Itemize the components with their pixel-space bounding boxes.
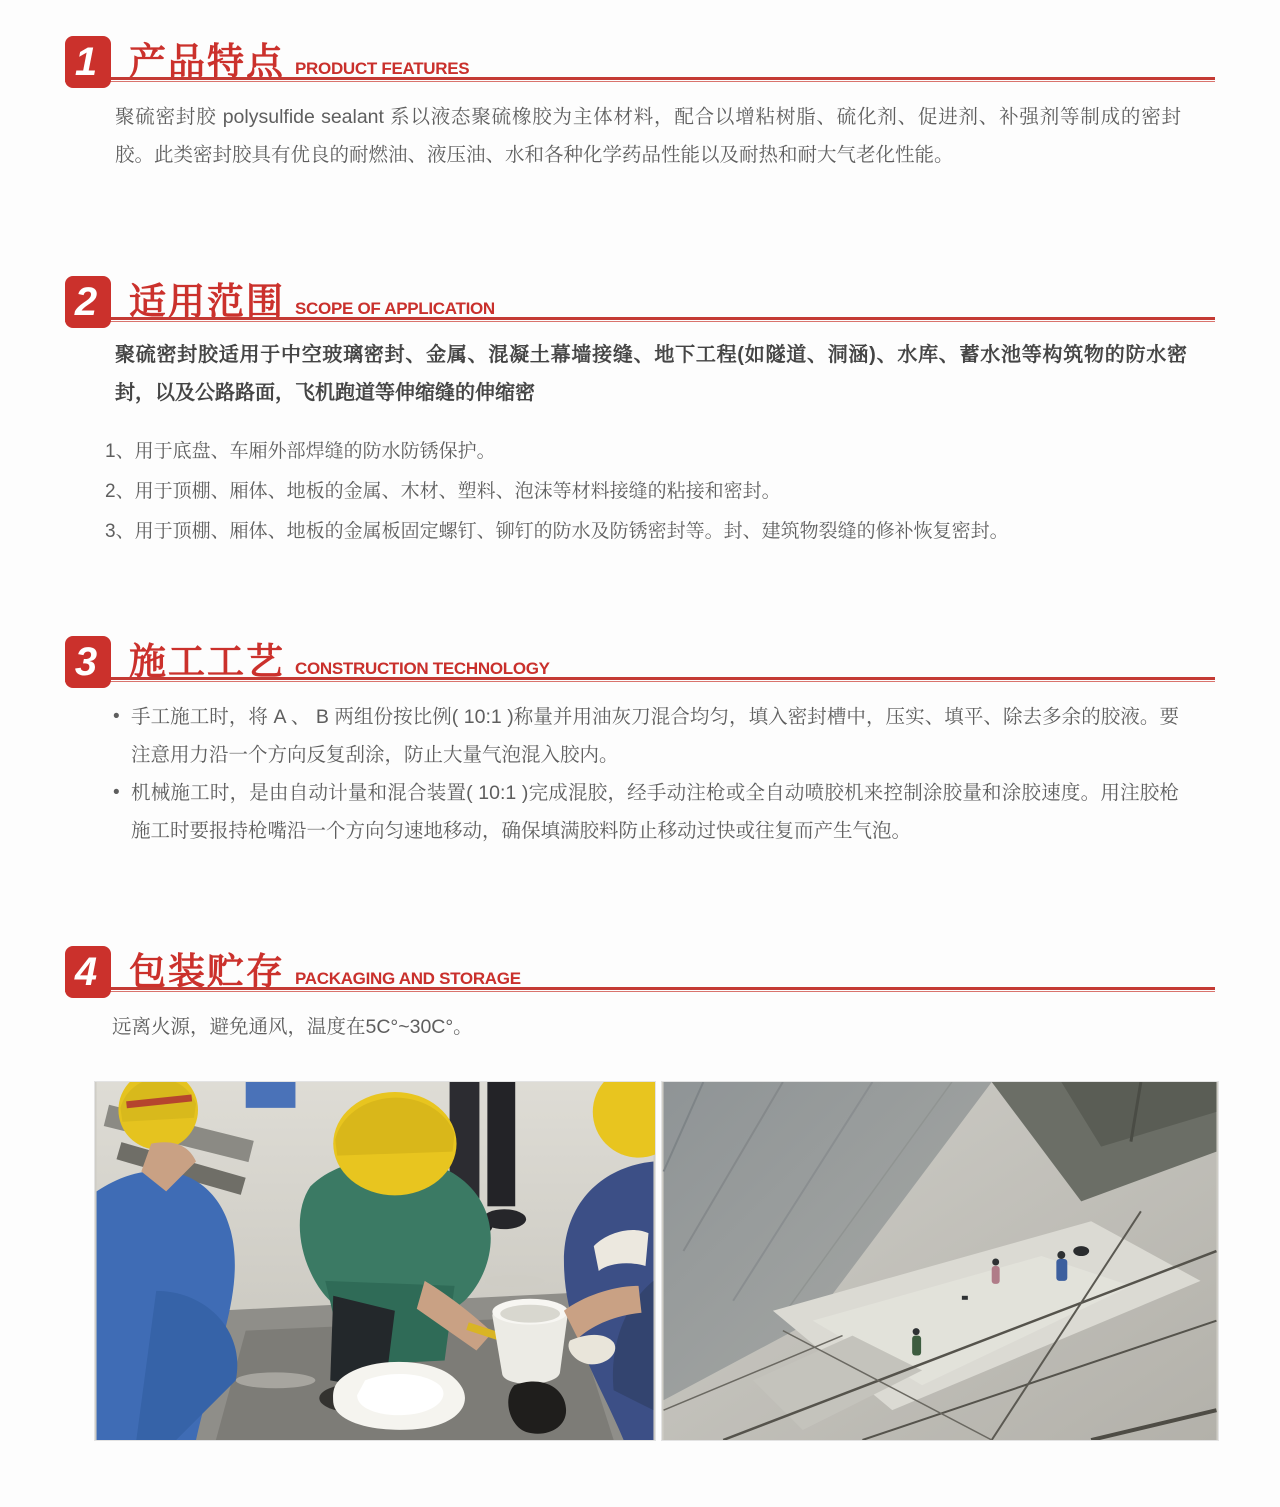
section-title-zh: 产品特点 bbox=[129, 41, 285, 82]
section-construction-technology bbox=[65, 636, 1215, 850]
section-product-features bbox=[65, 36, 1215, 174]
section-rule bbox=[65, 77, 1215, 82]
section-title-en: SCOPE OF APPLICATION bbox=[295, 299, 495, 318]
section-rule bbox=[65, 677, 1215, 682]
section-title-en: PACKAGING AND STORAGE bbox=[295, 969, 521, 988]
section-title-en: PRODUCT FEATURES bbox=[295, 59, 470, 78]
photo-workers-applying-sealant bbox=[95, 1082, 655, 1440]
section-1-header bbox=[65, 36, 1215, 82]
construction-steps-list bbox=[113, 698, 1179, 850]
section-4-paragraph: 远离火源，避免通风，温度在5C°~30C°。 bbox=[112, 1016, 473, 1038]
photo-dam-slope-expansion-joints bbox=[662, 1082, 1218, 1440]
section-rule bbox=[65, 317, 1215, 322]
list-item: 2、用于顶棚、厢体、地板的金属、木材、塑料、泡沫等材料接缝的粘接和密封。 bbox=[105, 481, 781, 502]
section-number-badge: 2 bbox=[65, 276, 111, 328]
bullet-item: • 机械施工时，是由自动计量和混合装置( 10:1 )完成混胶，经手动注枪或全自动喷胶机来控制涂胶量和涂胶速度。用注胶枪施工时要报持枪嘴沿一个方向匀速地移动，确保填满胶料防止移动过快或往复而产生气泡。 bbox=[113, 774, 1179, 850]
section-number-badge: 4 bbox=[65, 946, 111, 998]
section-3-header bbox=[65, 636, 1215, 682]
section-4-header bbox=[65, 946, 1215, 992]
list-item: 3、用于顶棚、厢体、地板的金属板固定螺钉、铆钉的防水及防锈密封等。封、建筑物裂缝的修补恢复密封。 bbox=[105, 521, 1009, 542]
application-list bbox=[105, 432, 1215, 552]
section-title-zh: 适用范围 bbox=[129, 281, 285, 322]
bullet-item: • 手工施工时，将 A 、 B 两组份按比例( 10:1 )称量并用油灰刀混合均匀，填入密封槽中，压实、填平、除去多余的胶液。要注意用力沿一个方向反复刮涂，防止大量气泡混入胶内。 bbox=[113, 698, 1179, 774]
section-number-badge: 3 bbox=[65, 636, 111, 688]
section-number-badge: 1 bbox=[65, 36, 111, 88]
section-title-zh: 包装贮存 bbox=[129, 951, 285, 992]
section-title-en: CONSTRUCTION TECHNOLOGY bbox=[295, 659, 550, 678]
section-scope-of-application bbox=[65, 276, 1215, 552]
section-2-header bbox=[65, 276, 1215, 322]
photo-row bbox=[95, 1082, 1218, 1440]
section-rule bbox=[65, 987, 1215, 992]
section-packaging-and-storage bbox=[65, 946, 1215, 1046]
section-title-zh: 施工工艺 bbox=[129, 641, 285, 682]
list-item: 1、用于底盘、车厢外部焊缝的防水防锈保护。 bbox=[105, 441, 496, 462]
section-2-lead-paragraph: 聚硫密封胶适用于中空玻璃密封、金属、混凝土幕墙接缝、地下工程(如隧道、洞涵)、水库、蓄水池等构筑物的防水密封，以及公路路面，飞机跑道等伸缩缝的伸缩密 bbox=[115, 344, 1187, 404]
section-1-paragraph: 聚硫密封胶 polysulfide sealant 系以液态聚硫橡胶为主体材料，配合以增粘树脂、硫化剂、促进剂、补强剂等制成的密封胶。此类密封胶具有优良的耐燃油、液压油、水和各种化学药品性能以及耐热和耐大气老化性能。 bbox=[115, 106, 1181, 166]
